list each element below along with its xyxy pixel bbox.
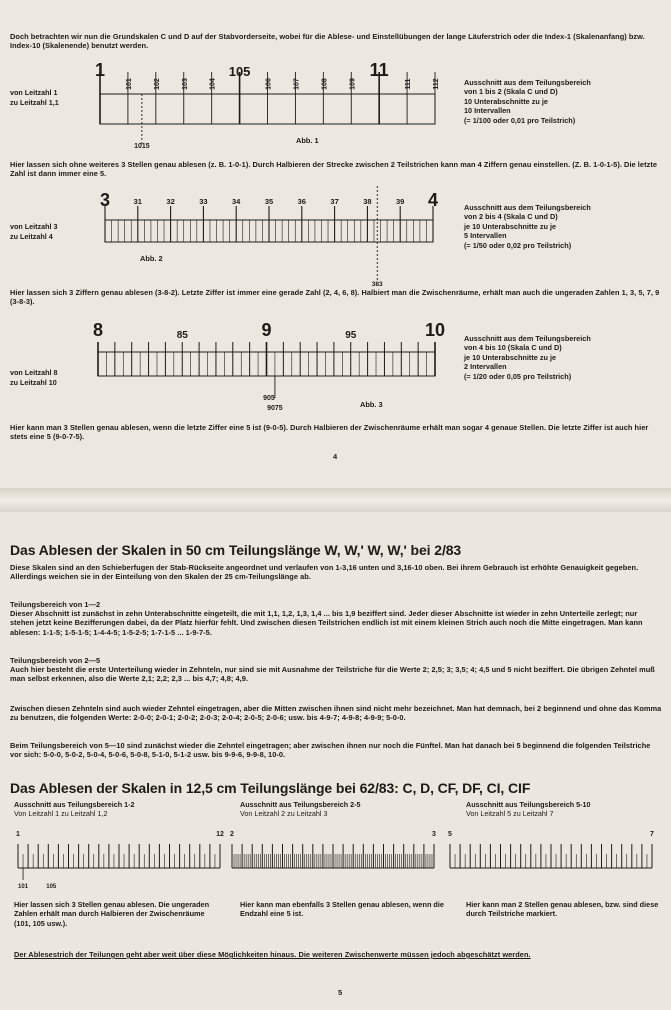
fig3-side-line: (= 1/20 oder 0,05 pro Teilstrich) [464,371,572,381]
range-1-2-block [10,600,662,637]
fig1-side-line: von 1 bis 2 (Skala C und D) [464,87,558,97]
fig1-side-line: Ausschnitt aus dem Teilungsbereich [464,78,591,87]
column-1-subtitle: Von Leitzahl 1 zu Leitzahl 1,2 [14,809,108,818]
text-after-fig2: Hier lassen sich 3 Ziffern genau ablesen (3-8-2). Letzte Ziffer ist immer eine gerade Zahl (2, 4, 6, 8). Halbiert man die Zwischenräume, erhält man auch die ungeraden Zahlen 1, 3, 5, 7, 9 (3-8-3). [10,288,660,307]
fig2-side-line: (= 1/50 oder 0,02 pro Teilstrich) [464,240,572,250]
fig3-side-line: Ausschnitt aus dem Teilungsbereich [464,334,591,343]
big-label-1: 1 [94,60,106,80]
reading-label: 383 [371,281,383,288]
big-label-9: 9 [261,320,272,340]
tick-label: 103 [181,78,189,90]
big-label-3: 3 [99,190,111,210]
fig2-side-line: von 2 bis 4 (Skala C und D) [464,212,558,222]
tick-label: 35 [264,197,274,206]
intro-text: Doch betrachten wir nun die Grundskalen C und D auf der Stabvorderseite, wobei für die Ablese- und Einstellübungen der lange Läuferstrich oder die Index-1 (Skalenanfang) bzw. Index-10 (Skalenende) benutzt werden. [10,32,645,51]
column-2-text: Hier kann man ebenfalls 3 Stellen genau ablesen, wenn die Endzahl eine 5 ist. [240,900,444,919]
para-range-5-10: Beim Teilungsbereich von 5—10 sind zunächst wieder die Zehntel eingetragen; aber zwischen ihnen nur noch die Fünftel. Man hat danach bei 5 beginnend die folgenden Teilstriche vor sich: 5-0-0, 5-0-2, 5-0-4, 5-0-6, 5-0-8, 5-1-0, 5-1-2 usw. bis 9-9-6, 9-9-8, 10-0. [10,741,651,760]
text-after-fig3: Hier kann man 3 Stellen genau ablesen, wenn die letzte Ziffer eine 5 ist (9-0-5). Durch Halbieren der Zwischenräume erhält man sogar 4 genaue Stellen. Die letzte Ziffer ist auch hier stets eine 5 (9-0-7-5). [10,423,649,442]
reading-label-905: 905 [263,395,275,402]
reading-label-101: 101 [18,884,29,890]
fig2-label-line1: von Leitzahl 3 [10,222,58,231]
mini-scale-2-3 [228,824,440,894]
fig3-label-line1: von Leitzahl 8 [10,368,58,377]
tick-label: 108 [321,78,329,90]
fig2-caption: Abb. 2 [140,254,163,263]
para-range-1-2: Dieser Abschnitt ist zunächst in zehn Unterabschnitte eingeteilt, die mit 1,1, 1,2, 1,3, 1,4 ... bis 1,9 beziffert sind. Jeder dieser Abschnitte ist wieder in zehn Unterteile zerlegt; nur stehen jetzt keine Bezifferungen dabei, da der Platz hierfür fehlt. Und zwischen diesen Teilstrichen endlich ist mit einem kleinen Strich auch noch die Mitte eingetragen. Man kann ablesen: 1-1-5; 1-5-1-5; 1-4-4-5; 1-5-2-5; 1-7-1-5 ... 1-9-7-5. [10,609,643,637]
tick-label: 36 [297,197,306,206]
fig1-side-text [464,78,669,125]
para-50cm-intro: Diese Skalen sind an den Schieberfugen der Stab-Rückseite angeordnet und verlaufen von 1-3,16 unten und 3,16-10 oben. Bei ihrem Gebrauch ist erhöhte Genauigkeit gegeben. Allerdings weichen sie in der Einteilung von den Skalen der 25 cm-Teilungslänge ab. [10,563,639,582]
tick-label: 104 [209,78,217,90]
fig2-label-line2: zu Leitzahl 4 [10,231,53,241]
mid-label-85: 85 [176,330,188,341]
page-number-4: 4 [333,452,338,461]
tick-label: 39 [396,197,405,206]
big-label-10: 10 [424,320,446,340]
range-2-5-block [10,656,662,684]
tick-label: 111 [405,78,413,90]
closing-note: Der Ablesestrich der Teilungen geht aber weit über diese Möglichkeiten hinaus. Die weiteren Zwischenwerte müssen jedoch abgeschätzt werden. [14,950,531,959]
subheading-range-1-2: Teilungsbereich von 1—2 [10,600,101,609]
column-1-text: Hier lassen sich 3 Stellen genau ablesen. Die ungeraden Zahlen erhält man durch Halbieren der Zwischenräume (101, 105 usw.). [14,900,210,928]
reading-label-9075: 9075 [267,405,283,412]
tick-label: 102 [153,78,161,90]
section-heading-50cm: Das Ablesen der Skalen in 50 cm Teilungslänge W, W,' W, W,' bei 2/83 [10,542,462,558]
reading-label-105: 105 [46,884,57,890]
column-3-title: Ausschnitt aus Teilungsbereich 5-10 [466,800,591,809]
tick-label: 38 [363,197,372,206]
reading-label: 1015 [134,143,150,150]
para-range-2-5: Auch hier besteht die erste Unterteilung wieder in Zehnteln, nur sind sie mit Ausnahme der Teilstriche für die Werte 2; 2,5; 3; 3,5; 4; 4,5 und 5 nicht beziffert. Die übrigen Zehntel muß man selbst erkennen, also die Werte 2,1; 2,2; 2,3 ... bis 4,7; 4,8; 4,9. [10,665,655,684]
mini-scale-1-2 [14,824,226,894]
big-label-8: 8 [92,320,104,340]
scale-figure-2 [95,186,440,286]
tick-label: 112 [433,78,440,90]
mini-left-label: 5 [448,831,452,838]
fig3-side-line: 2 Intervallen [464,362,507,372]
subheading-range-2-5: Teilungsbereich von 2—5 [10,656,101,665]
tick-label: 101 [125,78,133,90]
tick-label: 107 [293,78,301,90]
section-heading-12-5cm: Das Ablesen der Skalen in 12,5 cm Teilungslänge bei 62/83: C, D, CF, DF, CI, CIF [10,780,531,796]
tick-label: 33 [199,197,208,206]
fig1-label-line1: von Leitzahl 1 [10,88,58,97]
fig1-side-line: (= 1/100 oder 0,01 pro Teilstrich) [464,115,576,125]
fig3-label-line2: zu Leitzahl 10 [10,377,57,387]
column-3-subtitle: Von Leitzahl 5 zu Leitzahl 7 [466,809,554,818]
page-number-5: 5 [338,988,343,997]
big-label-11: 11 [369,60,389,80]
column-3-header [466,800,590,818]
mini-left-label: 1 [16,831,20,838]
tick-label: 37 [330,197,339,206]
para-zehntel: Zwischen diesen Zehnteln sind auch wieder Zehntel eingetragen, aber die Mitten zwischen ihnen sind nicht mehr bezeichnet. Man hat demnach, bei 2 beginnend und ohne das Komma zu benutzen, die folgenden Werte: 2-0-0; 2-0-1; 2-0-2; 2-0-3; 2-0-4; 2-0-5; 2-0-6; usw. bis 4-9-7; 4-9-8; 4-9-9; 5-0-0. [10,704,662,723]
fig1-caption: Abb. 1 [296,136,319,145]
fig1-label-line2: zu Leitzahl 1,1 [10,97,59,107]
scale-figure-1 [90,52,450,150]
column-2-title: Ausschnitt aus Teilungsbereich 2-5 [240,800,361,809]
tick-label: 32 [166,197,175,206]
fig2-side-line: Ausschnitt aus dem Teilungsbereich [464,203,591,212]
mini-right-label: 7 [650,831,654,838]
fig1-side-line: 10 Unterabschnitte zu je [464,96,548,106]
big-label-4: 4 [427,190,439,210]
column-1-title: Ausschnitt aus Teilungsbereich 1-2 [14,800,135,809]
mini-left-label: 2 [230,831,234,838]
fig3-label [10,368,58,387]
page-5 [0,512,671,1010]
column-2-subtitle: Von Leitzahl 2 zu Leitzahl 3 [240,809,328,818]
column-1-header [14,800,135,818]
mini-right-label: 3 [432,831,436,838]
fig3-side-line: von 4 bis 10 (Skala C und D) [464,343,562,353]
fig1-label [10,88,59,107]
tick-label: 106 [265,78,273,90]
column-3-text: Hier kann man 2 Stellen genau ablesen, bzw. sind diese durch Teilstriche markiert. [466,900,659,919]
scale-figure-3 [90,316,455,416]
tick-label: 31 [133,197,142,206]
tick-label: 109 [349,78,357,90]
tick-label: 34 [232,197,241,206]
fig3-side-text [464,334,669,381]
text-after-fig1: Hier lassen sich ohne weiteres 3 Stellen genau ablesen (z. B. 1-0-1). Durch Halbieren der Strecke zwischen 2 Teilstrichen kann man 4 Ziffern genau einstellen. (Z. B. 1-0-1-5). Die letzte Zahl ist dann immer eine 5. [10,160,658,179]
mini-scale-5-7 [446,824,658,894]
column-2-header [240,800,361,818]
fig1-side-line: 10 Intervallen [464,106,511,116]
page-fold [0,488,671,512]
fig2-side-line: 5 Intervallen [464,231,507,241]
fig2-side-text [464,203,669,250]
fig2-side-line: je 10 Unterabschnitte zu je [464,221,557,231]
mid-label-95: 95 [345,330,357,341]
fig3-side-line: je 10 Unterabschnitte zu je [464,352,557,362]
mini-right-label: 12 [216,831,224,838]
fig2-label [10,222,58,241]
fig3-caption: Abb. 3 [360,400,383,409]
big-label-105: 105 [228,64,251,79]
